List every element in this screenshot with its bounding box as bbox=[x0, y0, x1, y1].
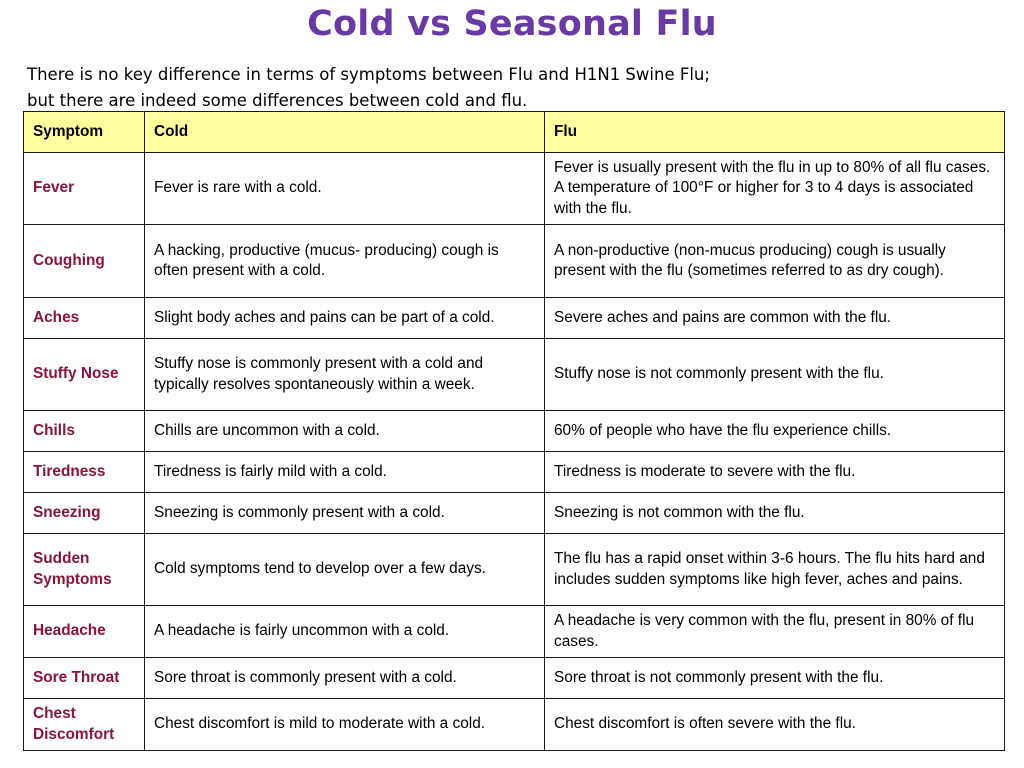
cold-cell: Slight body aches and pains can be part of a cold. bbox=[145, 298, 545, 339]
table-row bbox=[24, 658, 1005, 699]
table-row bbox=[24, 153, 1005, 225]
table-row bbox=[24, 493, 1005, 534]
symptom-cell: Fever bbox=[24, 153, 145, 225]
intro-line-2: but there are indeed some differences between cold and flu. bbox=[27, 91, 528, 110]
flu-cell: A headache is very common with the flu, present in 80% of flu cases. bbox=[545, 606, 1005, 658]
symptom-cell: Sudden Symptoms bbox=[24, 534, 145, 606]
cold-cell: Fever is rare with a cold. bbox=[145, 153, 545, 225]
flu-cell: The flu has a rapid onset within 3-6 hours. The flu hits hard and includes sudden symptoms like high fever, aches and pains. bbox=[545, 534, 1005, 606]
symptom-cell: Aches bbox=[24, 298, 145, 339]
symptom-cell: Sneezing bbox=[24, 493, 145, 534]
table-row bbox=[24, 411, 1005, 452]
table-row bbox=[24, 298, 1005, 339]
table-row bbox=[24, 606, 1005, 658]
cold-cell: Chills are uncommon with a cold. bbox=[145, 411, 545, 452]
table-row bbox=[24, 452, 1005, 493]
symptom-cell: Chills bbox=[24, 411, 145, 452]
cold-cell: Chest discomfort is mild to moderate with a cold. bbox=[145, 699, 545, 751]
header-symptom: Symptom bbox=[24, 112, 145, 153]
table-row bbox=[24, 339, 1005, 411]
flu-cell: Sore throat is not commonly present with the flu. bbox=[545, 658, 1005, 699]
flu-cell: A non-productive (non-mucus producing) cough is usually present with the flu (sometimes referred to as dry cough). bbox=[545, 225, 1005, 298]
flu-cell: Stuffy nose is not commonly present with the flu. bbox=[545, 339, 1005, 411]
comparison-table bbox=[23, 111, 1005, 751]
symptom-cell: Sore Throat bbox=[24, 658, 145, 699]
symptom-cell: Chest Discomfort bbox=[24, 699, 145, 751]
table-row bbox=[24, 225, 1005, 298]
flu-cell: Tiredness is moderate to severe with the flu. bbox=[545, 452, 1005, 493]
flu-cell: Fever is usually present with the flu in up to 80% of all flu cases. A temperature of 100°F or higher for 3 to 4 days is associated with the flu. bbox=[545, 153, 1005, 225]
cold-cell: Stuffy nose is commonly present with a cold and typically resolves spontaneously within a week. bbox=[145, 339, 545, 411]
table-row bbox=[24, 534, 1005, 606]
flu-cell: Sneezing is not common with the flu. bbox=[545, 493, 1005, 534]
header-flu: Flu bbox=[545, 112, 1005, 153]
table-header-row bbox=[24, 112, 1005, 153]
flu-cell: Chest discomfort is often severe with the flu. bbox=[545, 699, 1005, 751]
page-title: Cold vs Seasonal Flu bbox=[307, 4, 717, 44]
cold-cell: Sneezing is commonly present with a cold. bbox=[145, 493, 545, 534]
cold-cell: Sore throat is commonly present with a cold. bbox=[145, 658, 545, 699]
symptom-cell: Tiredness bbox=[24, 452, 145, 493]
cold-cell: Cold symptoms tend to develop over a few days. bbox=[145, 534, 545, 606]
table-row bbox=[24, 699, 1005, 751]
symptom-cell: Coughing bbox=[24, 225, 145, 298]
symptom-cell: Headache bbox=[24, 606, 145, 658]
intro-line-1: There is no key difference in terms of symptoms between Flu and H1N1 Swine Flu; bbox=[27, 65, 710, 84]
header-cold: Cold bbox=[145, 112, 545, 153]
cold-cell: Tiredness is fairly mild with a cold. bbox=[145, 452, 545, 493]
cold-cell: A hacking, productive (mucus- producing) cough is often present with a cold. bbox=[145, 225, 545, 298]
intro-text bbox=[27, 62, 1007, 114]
flu-cell: Severe aches and pains are common with the flu. bbox=[545, 298, 1005, 339]
symptom-cell: Stuffy Nose bbox=[24, 339, 145, 411]
cold-cell: A headache is fairly uncommon with a cold. bbox=[145, 606, 545, 658]
flu-cell: 60% of people who have the flu experience chills. bbox=[545, 411, 1005, 452]
